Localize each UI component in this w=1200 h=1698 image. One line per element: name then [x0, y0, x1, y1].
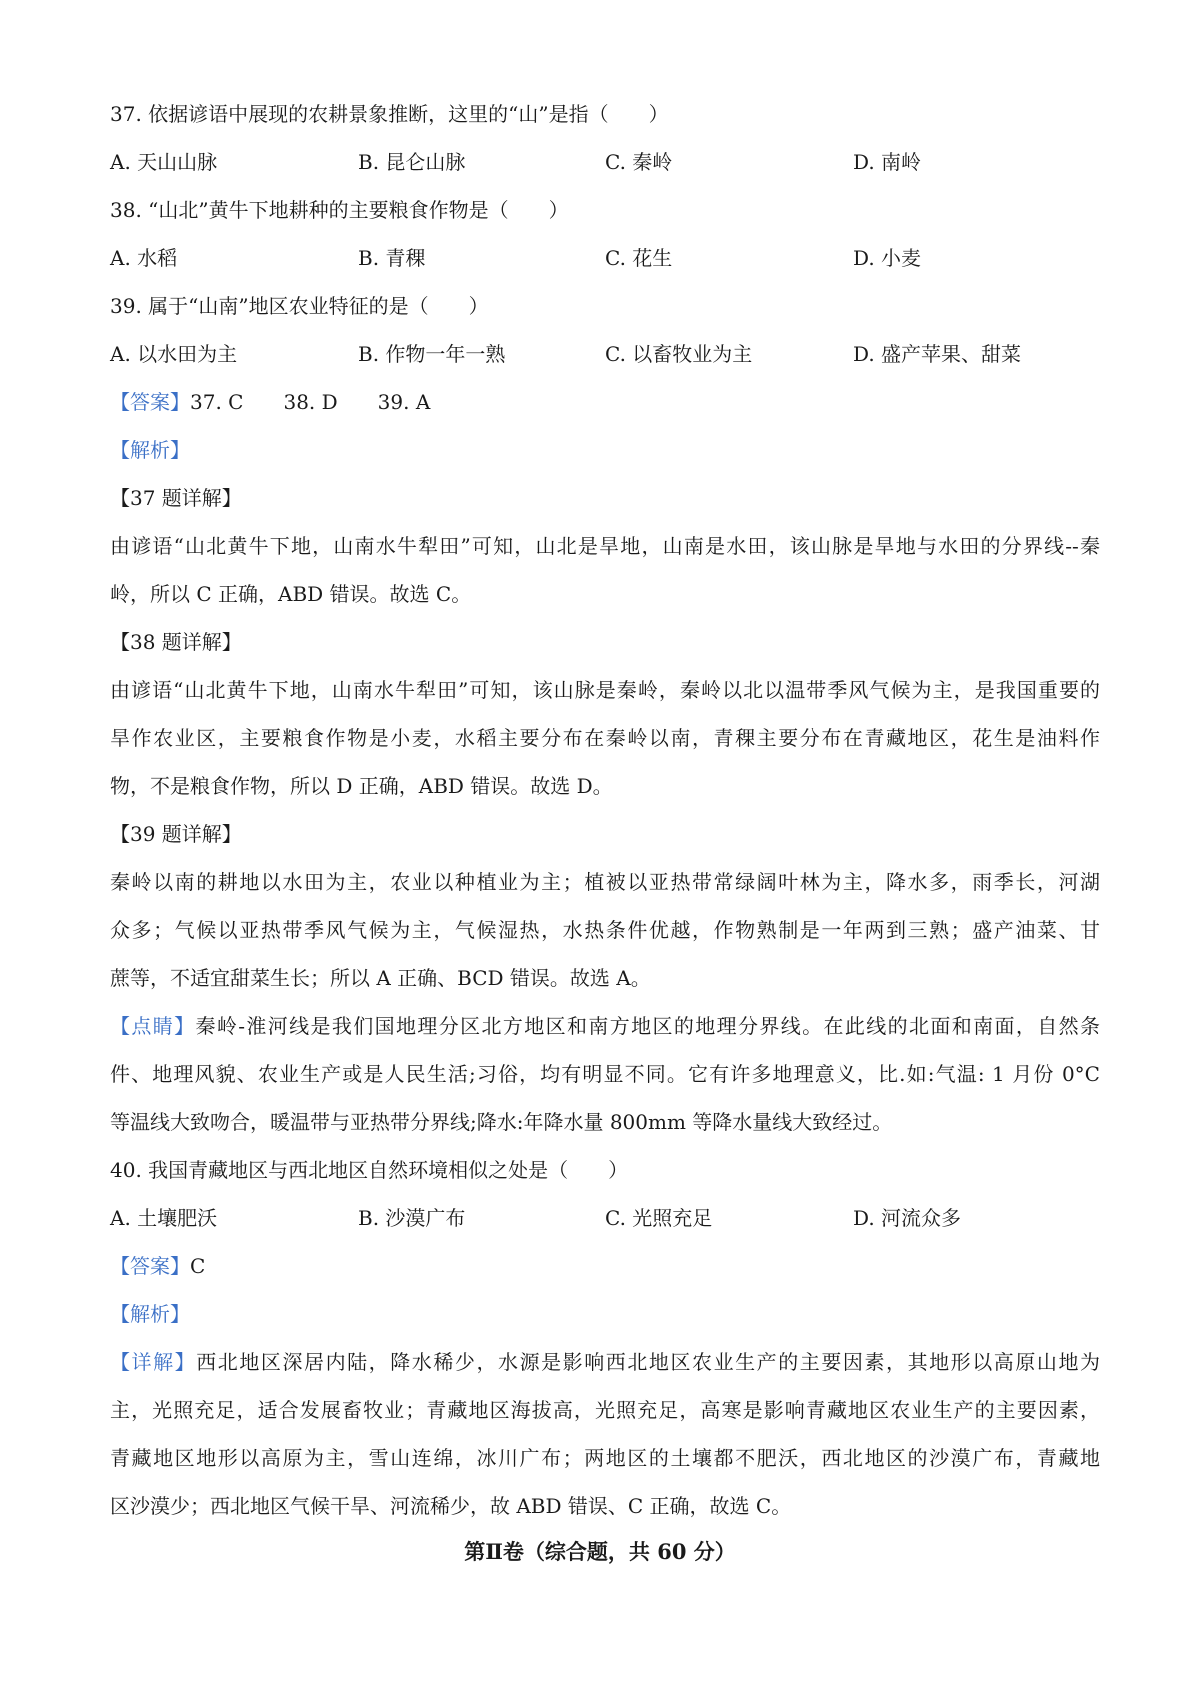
analysis-label: 【解析】 [110, 438, 190, 462]
q37-detail-line-1: 由谚语“山北黄牛下地，山南水牛犁田”可知，山北是旱地，山南是水田，该山脉是旱地与水田的分界线--秦 [110, 534, 1100, 558]
q38-detail-heading: 【38 题详解】 [110, 630, 242, 654]
q37-option-a: A. 天山山脉 [110, 150, 218, 174]
q38-detail-line-3: 物，不是粮食作物，所以 D 正确，ABD 错误。故选 D。 [110, 774, 613, 798]
q37-option-b: B. 昆仑山脉 [358, 150, 466, 174]
q40-option-a: A. 土壤肥沃 [110, 1206, 218, 1230]
question-39: 39. 属于“山南”地区农业特征的是（ ） [110, 294, 489, 318]
section-title: 第Ⅱ卷（综合题，共 60 分） [464, 1539, 736, 1564]
q38-option-d: D. 小麦 [853, 246, 922, 270]
answer-line-40 [110, 1252, 205, 1280]
analysis-label: 【解析】 [110, 1302, 190, 1326]
q37-detail-heading: 【37 题详解】 [110, 486, 242, 510]
q40-option-b: B. 沙漠广布 [358, 1206, 466, 1230]
q39-option-a: A. 以水田为主 [110, 342, 238, 366]
q39-detail-line-1: 秦岭以南的耕地以水田为主，农业以种植业为主；植被以亚热带常绿阔叶林为主，降水多，雨季长，河湖 [110, 870, 1100, 894]
q37-detail-line-2: 岭，所以 C 正确，ABD 错误。故选 C。 [110, 582, 472, 606]
q37-option-d: D. 南岭 [853, 150, 922, 174]
answer-label: 【答案】 [110, 1254, 190, 1278]
q38-detail-line-1: 由谚语“山北黄牛下地，山南水牛犁田”可知，该山脉是秦岭，秦岭以北以温带季风气候为主，是我国重要的 [110, 678, 1100, 702]
q40-detail-line-4: 区沙漠少；西北地区气候干旱、河流稀少，故 ABD 错误、C 正确，故选 C。 [110, 1494, 792, 1518]
q39-detail-heading: 【39 题详解】 [110, 822, 242, 846]
q38-detail-line-2: 旱作农业区，主要粮食作物是小麦，水稻主要分布在秦岭以南，青稞主要分布在青藏地区，花生是油料作 [110, 726, 1100, 750]
q38-option-c: C. 花生 [605, 246, 673, 270]
q37-option-c: C. 秦岭 [605, 150, 673, 174]
highlight-label: 【点睛】 [110, 1014, 196, 1038]
q40-detail-line-2: 主，光照充足，适合发展畜牧业；青藏地区海拔高，光照充足，高寒是影响青藏地区农业生产的主要因素， [110, 1398, 1100, 1422]
question-38: 38. “山北”黄牛下地耕种的主要粮食作物是（ ） [110, 198, 569, 222]
q39-detail-line-3: 蔗等，不适宜甜菜生长；所以 A 正确、BCD 错误。故选 A。 [110, 966, 651, 990]
answer-line-37-39 [110, 388, 430, 416]
q40-detail-line-1: 【详解】西北地区深居内陆，降水稀少，水源是影响西北地区农业生产的主要因素，其地形以高原山地为 [110, 1350, 1101, 1374]
highlight-line-3: 等温线大致吻合，暖温带与亚热带分界线;降水:年降水量 800mm 等降水量线大致经过。 [110, 1110, 893, 1134]
answer-value: C [190, 1254, 206, 1278]
question-37: 37. 依据谚语中展现的农耕景象推断，这里的“山”是指（ ） [110, 102, 669, 126]
q40-option-c: C. 光照充足 [605, 1206, 713, 1230]
detail-label: 【详解】 [110, 1350, 197, 1374]
q40-option-d: D. 河流众多 [853, 1206, 962, 1230]
highlight-line-1: 【点睛】秦岭-淮河线是我们国地理分区北方地区和南方地区的地理分界线。在此线的北面和南面，自然条 [110, 1014, 1100, 1038]
q39-option-c: C. 以畜牧业为主 [605, 342, 753, 366]
q39-option-d: D. 盛产苹果、甜菜 [853, 342, 1022, 366]
answer-label: 【答案】 [110, 390, 190, 414]
q38-option-b: B. 青稞 [358, 246, 426, 270]
question-40: 40. 我国青藏地区与西北地区自然环境相似之处是（ ） [110, 1158, 629, 1182]
q39-detail-line-2: 众多；气候以亚热带季风气候为主，气候湿热，水热条件优越，作物熟制是一年两到三熟；盛产油菜、甘 [110, 918, 1100, 942]
q39-option-b: B. 作物一年一熟 [358, 342, 506, 366]
q40-detail-line-3: 青藏地区地形以高原为主，雪山连绵，冰川广布；两地区的土壤都不肥沃，西北地区的沙漠广布，青藏地 [110, 1446, 1100, 1470]
q38-option-a: A. 水稻 [110, 246, 178, 270]
highlight-line-2: 件、地理风貌、农业生产或是人民生活;习俗，均有明显不同。它有许多地理意义，比.如:气温: 1 月份 0°C [110, 1062, 1100, 1086]
answer-value: 37. C 38. D 39. A [190, 390, 431, 414]
